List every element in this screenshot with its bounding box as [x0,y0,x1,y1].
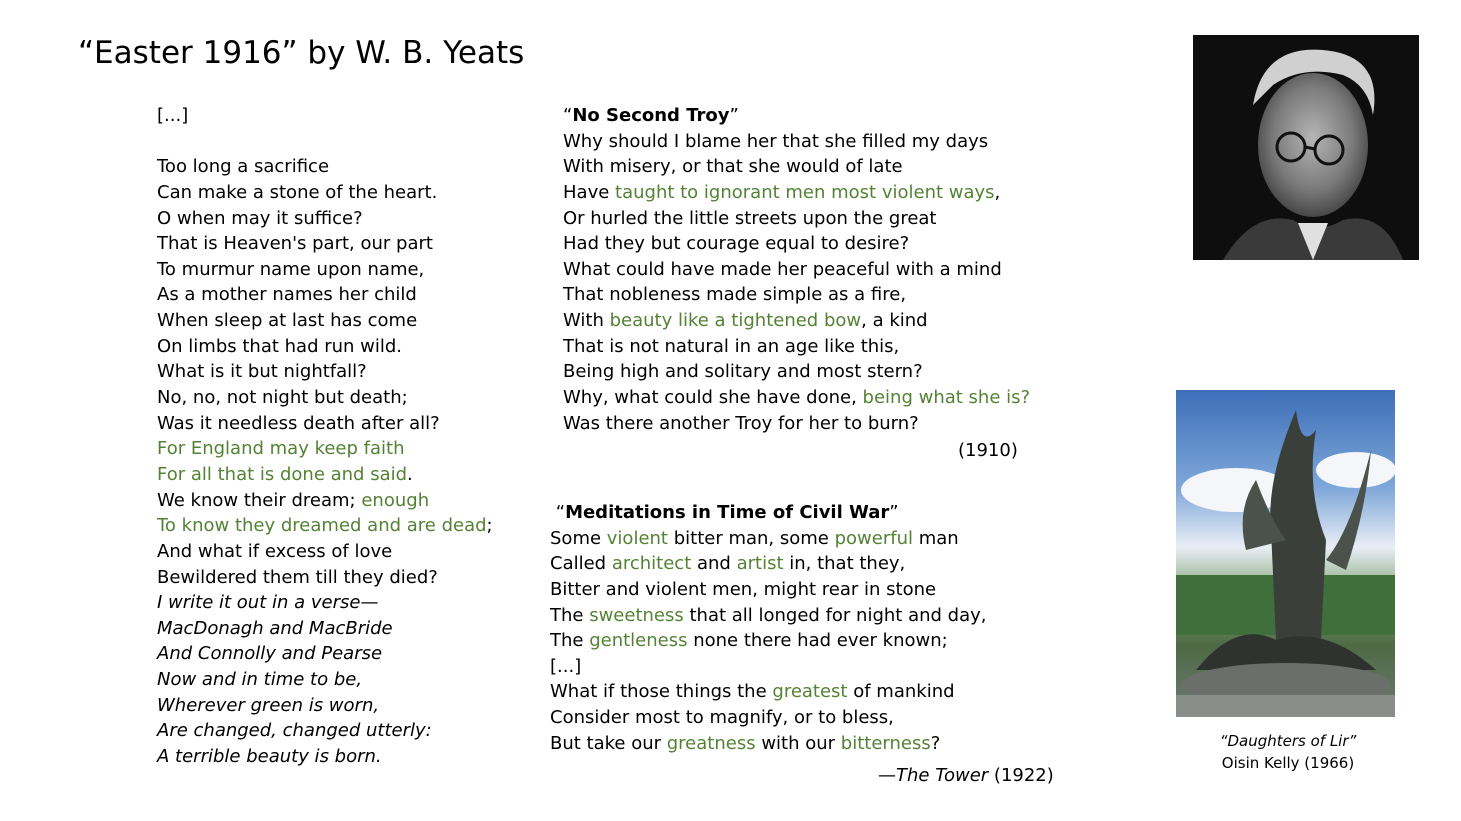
poem-line: That is Heaven's part, our part [157,233,433,255]
poem-line: Had they but courage equal to desire? [563,233,910,255]
highlighted-phrase: enough [361,489,430,511]
poem-line [550,731,986,757]
line-text: , a kind [861,310,928,332]
highlighted-phrase: taught to ignorant men most violent ways [615,181,995,203]
poem-line: With misery, or that she would of late [563,156,903,178]
line-text: , [994,181,1001,203]
highlighted-phrase: For England may keep faith [157,438,405,460]
line-text: We know their dream; [157,489,362,511]
line-text: What if those things the [550,681,773,703]
line-text: . [407,463,413,485]
line-text: man [913,527,959,549]
highlighted-phrase: beauty like a tightened bow [609,310,862,332]
portrait-illustration [1193,35,1419,260]
poem-line: On limbs that had run wild. [157,335,403,357]
highlighted-phrase: powerful [834,527,913,549]
line-text: The [550,604,590,626]
daughters-of-lir-sculpture-photo [1176,390,1395,717]
poem-line [550,551,986,577]
line-text: ; [486,515,493,537]
poem-lines [550,526,986,757]
poem-line: To murmur name upon name, [157,258,425,280]
highlighted-phrase: gentleness [589,630,688,652]
line-text: The [550,630,590,652]
poem-line [550,628,986,654]
poem-line [157,488,493,514]
poem-line: Too long a sacrifice [157,156,330,178]
poem-year: (1910) [958,440,1018,461]
line-text: none there had ever known; [687,630,948,652]
highlighted-phrase: artist [736,553,784,575]
poem-line: Consider most to magnify, or to bless, [550,707,894,729]
poem-line [550,603,986,629]
highlighted-phrase: greatness [666,732,756,754]
poem-line: What could have made her peaceful with a mind [563,258,1002,280]
line-text: Called [550,553,612,575]
source-attribution: —The Tower (1922) [878,765,1054,786]
highlighted-phrase: being what she is? [862,387,1031,409]
poem-line [563,308,1030,334]
line-text: ? [930,732,941,754]
line-text: With [563,310,610,332]
line-text: bitter man, some [668,527,835,549]
slide-title: “Easter 1916” by W. B. Yeats [78,35,525,71]
poem-line [550,526,986,552]
poem-line: Was it needless death after all? [157,412,440,434]
poem-line [550,679,986,705]
poem-line: Why should I blame her that she filled my days [563,130,989,152]
highlighted-phrase: For all that is done and said [157,463,408,485]
line-text: that all longed for night and day, [683,604,987,626]
line-text: in, that they, [783,553,906,575]
highlighted-phrase: sweetness [589,604,684,626]
no-second-troy-poem [563,103,1030,436]
sculpture-illustration [1176,390,1395,717]
easter-1916-excerpt [157,103,493,770]
highlighted-phrase: bitterness [840,732,931,754]
poem-line: I write it out in a verse— [157,592,379,614]
poem-line: [...] [550,655,582,677]
poem-line: And what if excess of love [157,540,393,562]
sculpture-caption [1176,730,1400,774]
poem-line [157,436,493,462]
poem-line: Can make a stone of the heart. [157,181,438,203]
poem-title: “Meditations in Time of Civil War” [555,502,899,523]
highlighted-phrase: To know they dreamed and are dead [157,515,487,537]
poem-line: And Connolly and Pearse [157,643,383,665]
poem-line: [...] [157,105,189,126]
meditations-poem [550,500,986,756]
poem-line: Bewildered them till they died? [157,566,438,588]
poem-line: That is not natural in an age like this, [563,335,900,357]
poem-line: Now and in time to be, [157,669,363,691]
poem-line: What is it but nightfall? [157,361,367,383]
line-text: and [691,553,737,575]
poem-line: When sleep at last has come [157,310,418,332]
poem-line [157,513,493,539]
poem-line [157,462,493,488]
poem-line: Are changed, changed utterly: [157,720,432,742]
poem-line: Wherever green is worn, [157,694,380,716]
poem-line: Bitter and violent men, might rear in stone [550,578,937,600]
poem-line [563,180,1030,206]
highlighted-phrase: greatest [772,681,848,703]
poem-line: MacDonagh and MacBride [157,617,393,639]
line-text: Why, what could she have done, [563,387,863,409]
line-text: of mankind [847,681,955,703]
poem-line: That nobleness made simple as a fire, [563,284,907,306]
highlighted-phrase: architect [611,553,692,575]
poem-line: No, no, not night but death; [157,387,408,409]
poem-line: Was there another Troy for her to burn? [563,412,919,434]
poem-line [563,385,1030,411]
line-text: with our [755,732,841,754]
line-text: But take our [550,732,667,754]
caption-title: “Daughters of Lir” [1219,732,1357,750]
poem-title: “No Second Troy” [563,105,739,126]
poem-line [157,129,493,155]
poem-line: O when may it suffice? [157,207,363,229]
line-text: Have [563,181,616,203]
poem-lines [563,129,1030,437]
highlighted-phrase: violent [606,527,668,549]
line-text: Some [550,527,607,549]
yeats-portrait-photo [1193,35,1419,260]
caption-credit: Oisin Kelly (1966) [1221,754,1355,772]
poem-line: Being high and solitary and most stern? [563,361,923,383]
poem-line: Or hurled the little streets upon the great [563,207,937,229]
poem-line: A terrible beauty is born. [157,746,382,768]
poem-line: As a mother names her child [157,284,417,306]
